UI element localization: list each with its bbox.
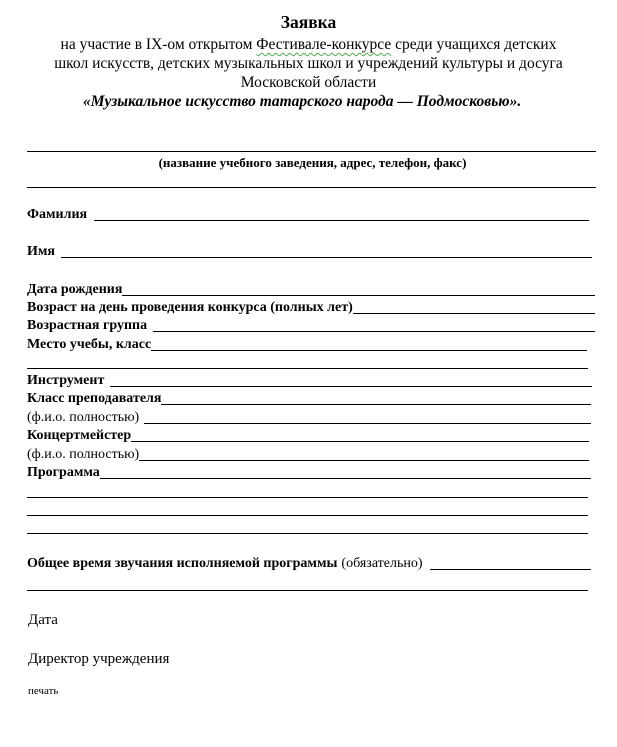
study-place-field[interactable] [27,335,587,353]
accompanist-fio-blank[interactable] [139,459,589,461]
instrument-field[interactable] [27,371,592,389]
first-name-blank[interactable] [61,256,592,258]
application-title: Заявка [280,12,337,32]
subtitle-line-1-end: среди учащихся детских [391,36,557,53]
program-blank[interactable] [100,477,591,479]
age-group-blank[interactable] [153,330,595,332]
teacher-class-blank[interactable] [161,403,591,405]
first-name-field[interactable] [27,242,592,260]
spellcheck-underlined-word: Фестивале-конкурсе [256,36,392,53]
stamp-label: печать [28,685,59,697]
accompanist-fio-field[interactable] [27,445,589,463]
institution-caption: (название учебного заведения, адрес, телефон, факс) [158,155,467,170]
subtitle-line-1-start: на участие в IX-ом открытом [60,36,257,53]
subtitle-line-3: Московской области [240,74,377,91]
first-name-label: Имя [27,244,55,259]
birth-date-field[interactable] [27,280,595,298]
subtitle-line-2: школ искусств, детских музыкальных школ и учреждений культуры и досуга [54,55,563,72]
accompanist-fio-label: (ф.и.о. полностью) [27,447,140,462]
program-label: Программа [27,465,100,480]
age-group-label: Возрастная группа [27,318,148,333]
teacher-fio-blank[interactable] [144,422,591,424]
institution-line-2[interactable] [27,187,596,188]
accompanist-field[interactable] [27,426,589,444]
total-time-blank[interactable] [430,568,591,570]
director-label: Директор учреждения [28,651,170,667]
total-time-note: (обязательно) [341,556,423,571]
teacher-class-label: Класс преподавателя [27,391,162,406]
institution-line-1[interactable] [27,151,596,152]
application-subtitle [0,35,617,92]
study-place-extra-line[interactable] [27,368,588,369]
program-line-2[interactable] [27,497,588,498]
instrument-blank[interactable] [110,385,592,387]
age-field[interactable] [27,298,595,316]
total-time-field[interactable] [27,554,591,572]
festival-name: «Музыкальное искусство татарского народа — Подмосковью». [83,93,522,110]
study-place-blank[interactable] [151,349,587,351]
subtitle-line-1 [0,35,617,54]
age-blank[interactable] [353,312,595,314]
program-field[interactable] [27,463,591,481]
program-line-3[interactable] [27,515,588,516]
surname-field[interactable] [27,205,589,223]
instrument-label: Инструмент [27,373,105,388]
teacher-fio-label: (ф.и.о. полностью) [27,410,140,425]
teacher-fio-field[interactable] [27,408,591,426]
age-group-field[interactable] [27,316,595,334]
age-label: Возраст на день проведения конкурса (полных лет) [27,300,353,315]
date-label: Дата [28,612,58,628]
accompanist-blank[interactable] [131,440,589,442]
program-line-4[interactable] [27,533,588,534]
teacher-class-field[interactable] [27,389,591,407]
surname-label: Фамилия [27,207,88,222]
total-time-extra-line[interactable] [27,590,588,591]
total-time-label: Общее время звучания исполняемой программы [27,556,338,571]
birth-date-label: Дата рождения [27,282,123,297]
study-place-label: Место учебы, класс [27,337,152,352]
accompanist-label: Концертмейстер [27,428,132,443]
birth-date-blank[interactable] [122,294,595,296]
surname-blank[interactable] [94,219,589,221]
